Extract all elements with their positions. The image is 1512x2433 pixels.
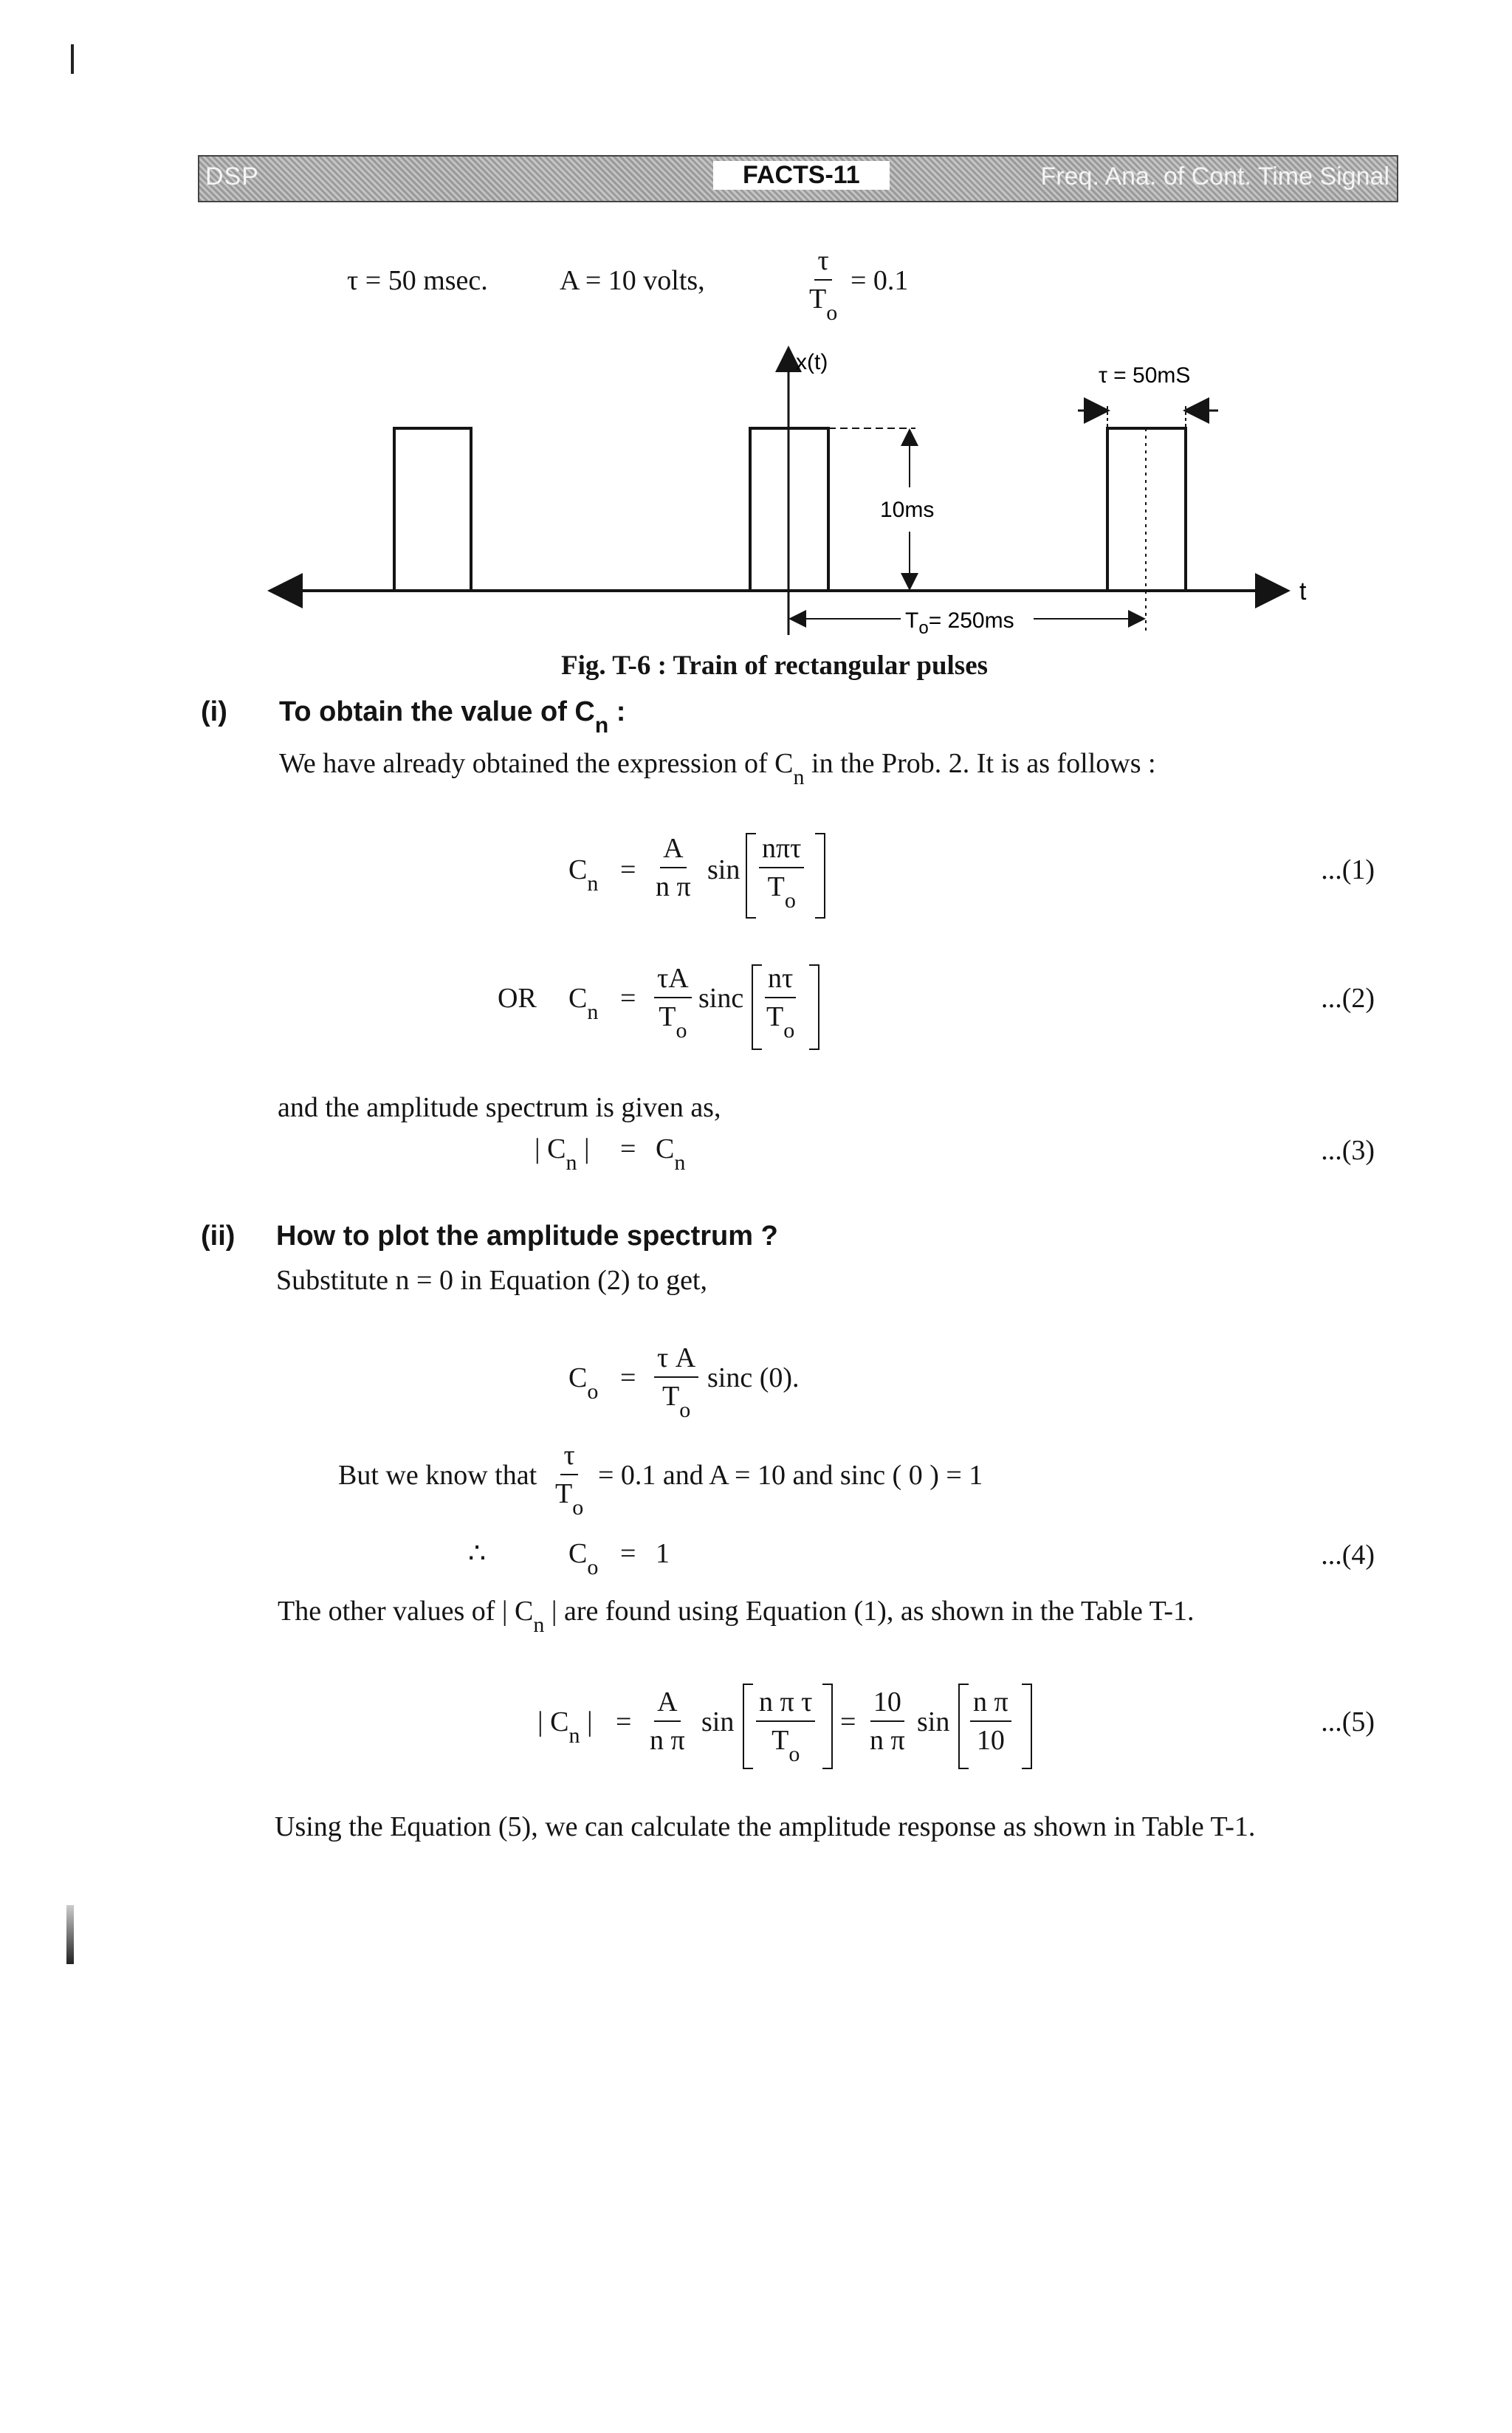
know-frac: $\frac{\tau}{T_o}$: [555, 1440, 584, 1520]
eq5-frac: $\frac{A}{\text{n π}}$: [650, 1686, 685, 1756]
eq5-func-2: sin: [917, 1706, 950, 1737]
eq2-equals: =: [620, 983, 636, 1014]
section-ii-marker: (ii): [201, 1221, 236, 1252]
tau-label: τ = 50mS: [1099, 363, 1191, 388]
figure-caption: Fig. T-6 : Train of rectangular pulses: [561, 651, 989, 681]
c0-func: sinc (0).: [707, 1362, 800, 1393]
eq5-equals-2: =: [840, 1706, 856, 1737]
section-i-heading: To obtain the value of $C_n$ :: [279, 696, 626, 738]
other-values-text: The other values of | $C_n$ | are found using Equation (1), as shown in the Table T-1.: [278, 1596, 1195, 1637]
eq2-bracket-left: [752, 964, 762, 1050]
c0-equals: =: [620, 1362, 636, 1393]
given-ratio-den: T: [809, 284, 827, 315]
c0-lhs: $C_o$: [568, 1362, 599, 1404]
given-tau: τ = 50 msec.: [347, 265, 488, 296]
eq5-number: ...(5): [1321, 1706, 1375, 1737]
y-axis-label: x(t): [796, 350, 828, 374]
eq4-equals: =: [620, 1538, 636, 1569]
eq3-number: ...(3): [1321, 1135, 1375, 1166]
binding-mark-bottom: [66, 1905, 74, 1964]
given-ratio-num: τ: [814, 247, 831, 281]
eq2-inner-frac: $\frac{n\tau}{T_o}$: [765, 964, 796, 1031]
eq5-inner-frac: $\frac{\text{n π τ}}{T_o}$: [756, 1688, 815, 1754]
eq5-bracket-right-2: [1022, 1684, 1032, 1769]
eq5-frac-2: $\frac{10}{\text{n π}}$: [870, 1686, 905, 1756]
closing-text: Using the Equation (5), we can calculate the amplitude response as shown in Table T-1.: [275, 1811, 1256, 1842]
eq5-equals: =: [616, 1706, 632, 1737]
section-i-marker: (i): [201, 696, 227, 727]
eq4-lhs: $C_o$: [568, 1538, 599, 1579]
eq5-inner-frac-2: $\frac{\text{n π}}{10}$: [970, 1688, 1011, 1754]
header-right: Freq. Ana. of Cont. Time Signal: [1040, 162, 1389, 191]
substitute-text: Substitute n = 0 in Equation (2) to get,: [276, 1265, 707, 1296]
height-label: 10ms: [880, 498, 935, 522]
eq1-bracket-left: [746, 833, 756, 919]
given-ratio-value: = 0.1: [850, 265, 909, 296]
given-ratio: $\frac{\tau}{T_o}$: [809, 245, 838, 325]
eq2-frac: $\frac{\tau A}{T_o}$: [654, 964, 692, 1031]
eq1-func: sin: [707, 854, 740, 885]
know-text: But we know that: [338, 1460, 537, 1491]
header-center: FACTS-11: [713, 161, 890, 190]
eq5-bracket-right: [822, 1684, 833, 1769]
know-values: = 0.1 and A = 10 and sinc ( 0 ) = 1: [598, 1460, 983, 1491]
c0-frac: $\frac{\text{τ A}}{T_o}$: [654, 1344, 698, 1410]
eq1-inner-frac: nπτ $T_o$: [759, 834, 804, 901]
amplitude-text: and the amplitude spectrum is given as,: [278, 1092, 721, 1123]
eq1-equals: =: [620, 854, 636, 885]
eq5-func: sin: [701, 1706, 735, 1737]
eq1-lhs: $C_n$: [568, 854, 599, 896]
eq4-rhs: 1: [656, 1538, 670, 1569]
eq2-lhs: $C_n$: [568, 983, 599, 1024]
pulse-1: [394, 428, 471, 591]
eq2-or: OR: [498, 983, 537, 1014]
pulse-train-figure: [251, 340, 1329, 650]
section-ii-heading: How to plot the amplitude spectrum ?: [276, 1221, 778, 1252]
eq5-lhs: | $C_n$ |: [537, 1706, 593, 1748]
t-axis-label: t: [1299, 577, 1307, 605]
eq3-rhs: $C_n$: [656, 1133, 686, 1175]
running-header: [198, 155, 1398, 202]
therefore-symbol: ∴: [468, 1538, 487, 1569]
header-left: DSP: [205, 162, 259, 191]
eq1-bracket-right: [815, 833, 825, 919]
section-i-intro: We have already obtained the expression of $C_n$ in the Prob. 2. It is as follows :: [279, 748, 1156, 789]
given-amplitude: A = 10 volts,: [560, 265, 705, 296]
eq1-number: ...(1): [1321, 854, 1375, 885]
eq5-bracket-left: [743, 1684, 753, 1769]
eq2-number: ...(2): [1321, 983, 1375, 1014]
eq2-bracket-right: [809, 964, 819, 1050]
eq2-func: sinc: [698, 983, 744, 1014]
eq3-lhs: | $C_n$ |: [535, 1133, 590, 1175]
eq3-equals: =: [620, 1133, 636, 1164]
eq5-bracket-left-2: [958, 1684, 969, 1769]
eq4-number: ...(4): [1321, 1540, 1375, 1571]
eq1-frac: $\frac{A}{\text{n π}}$: [656, 833, 691, 902]
binding-mark-top: [71, 44, 74, 74]
period-label: $T_o= 250ms$: [905, 608, 1014, 638]
